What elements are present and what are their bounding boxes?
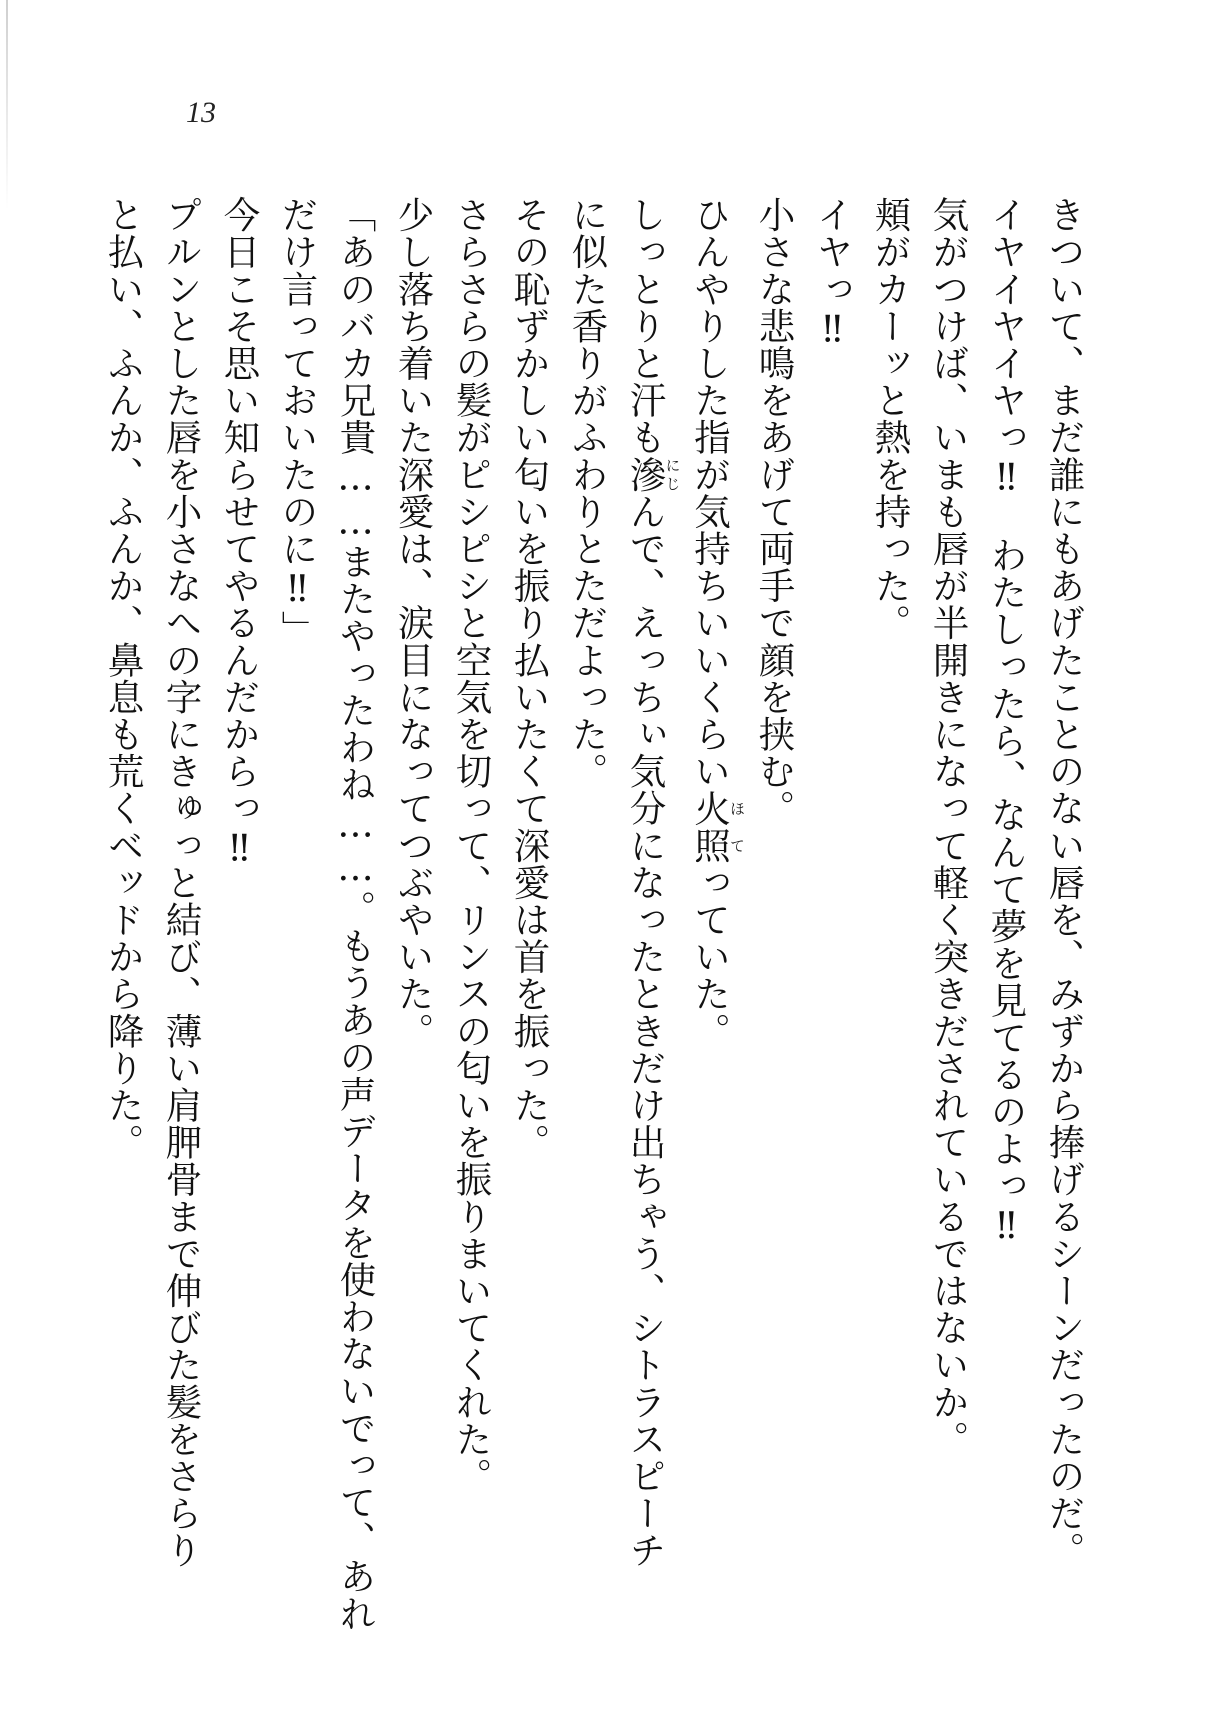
ruby-reading: にじ <box>663 455 682 493</box>
text-line: プルンとした唇を小さなへの字にきゅっと結び、薄い肩胛骨まで伸びた髪をさらり <box>160 196 203 1569</box>
ruby-base: 火照 <box>688 789 732 864</box>
text-line: きついて、まだ誰にもあげたことのない唇を、みずから捧げるシーンだったのだ。 <box>1043 196 1086 1569</box>
text-line: 今日こそ思い知らせてやるんだからっ‼ <box>218 196 261 871</box>
text-line: イヤっ‼ <box>811 196 854 351</box>
text-segment: しっとりと汗も <box>624 196 667 456</box>
text-segment: っていた。 <box>688 863 732 1050</box>
text-line: 頬がカーッと熱を持った。 <box>869 196 912 642</box>
scan-edge <box>6 0 8 210</box>
text-segment: ひんやりした指が気持ちいいくらい <box>688 196 732 790</box>
ruby-reading: ほて <box>728 789 746 864</box>
text-line-with-ruby <box>681 196 746 1556</box>
ruby-base: 滲 <box>624 455 667 493</box>
text-line: その恥ずかしい匂いを振り払いたくて深愛は首を振った。 <box>508 196 551 1161</box>
text-line: と払い、ふんか、ふんか、鼻息も荒くベッドから降りた。 <box>102 196 145 1161</box>
text-line: さらさらの髪がピシピシと空気を切って、リンスの匂いを振りまいてくれた。 <box>450 196 493 1495</box>
body-text <box>94 196 1093 1632</box>
text-segment: んで、えっちぃ気分になったときだけ出ちゃう、シトラスピーチ <box>624 492 667 1569</box>
text-line: 少し落ち着いた深愛は、涙目になってつぶやいた。 <box>392 196 435 1050</box>
text-line: 「あのバカ兄貴……またやったわね……。もうあの声データを使わないでって、あれ <box>334 196 377 1632</box>
text-line: に似た香りがふわりとただよった。 <box>566 196 609 790</box>
ruby-nijimu <box>624 455 682 493</box>
text-line-with-ruby <box>616 196 682 1569</box>
text-line: 小さな悲鳴をあげて両手で顔を挟む。 <box>753 196 796 827</box>
text-line: だけ言っておいたのに‼」 <box>276 196 319 648</box>
text-line: 気がつけば、いまも唇が半開きになって軽く突きだされているではないか。 <box>927 196 970 1458</box>
ruby-hoteru <box>688 789 746 864</box>
page-number: 13 <box>186 96 216 129</box>
text-line: イヤイヤイヤっ‼ わたしったら、なんて夢を見てるのよっ‼ <box>985 196 1028 1248</box>
